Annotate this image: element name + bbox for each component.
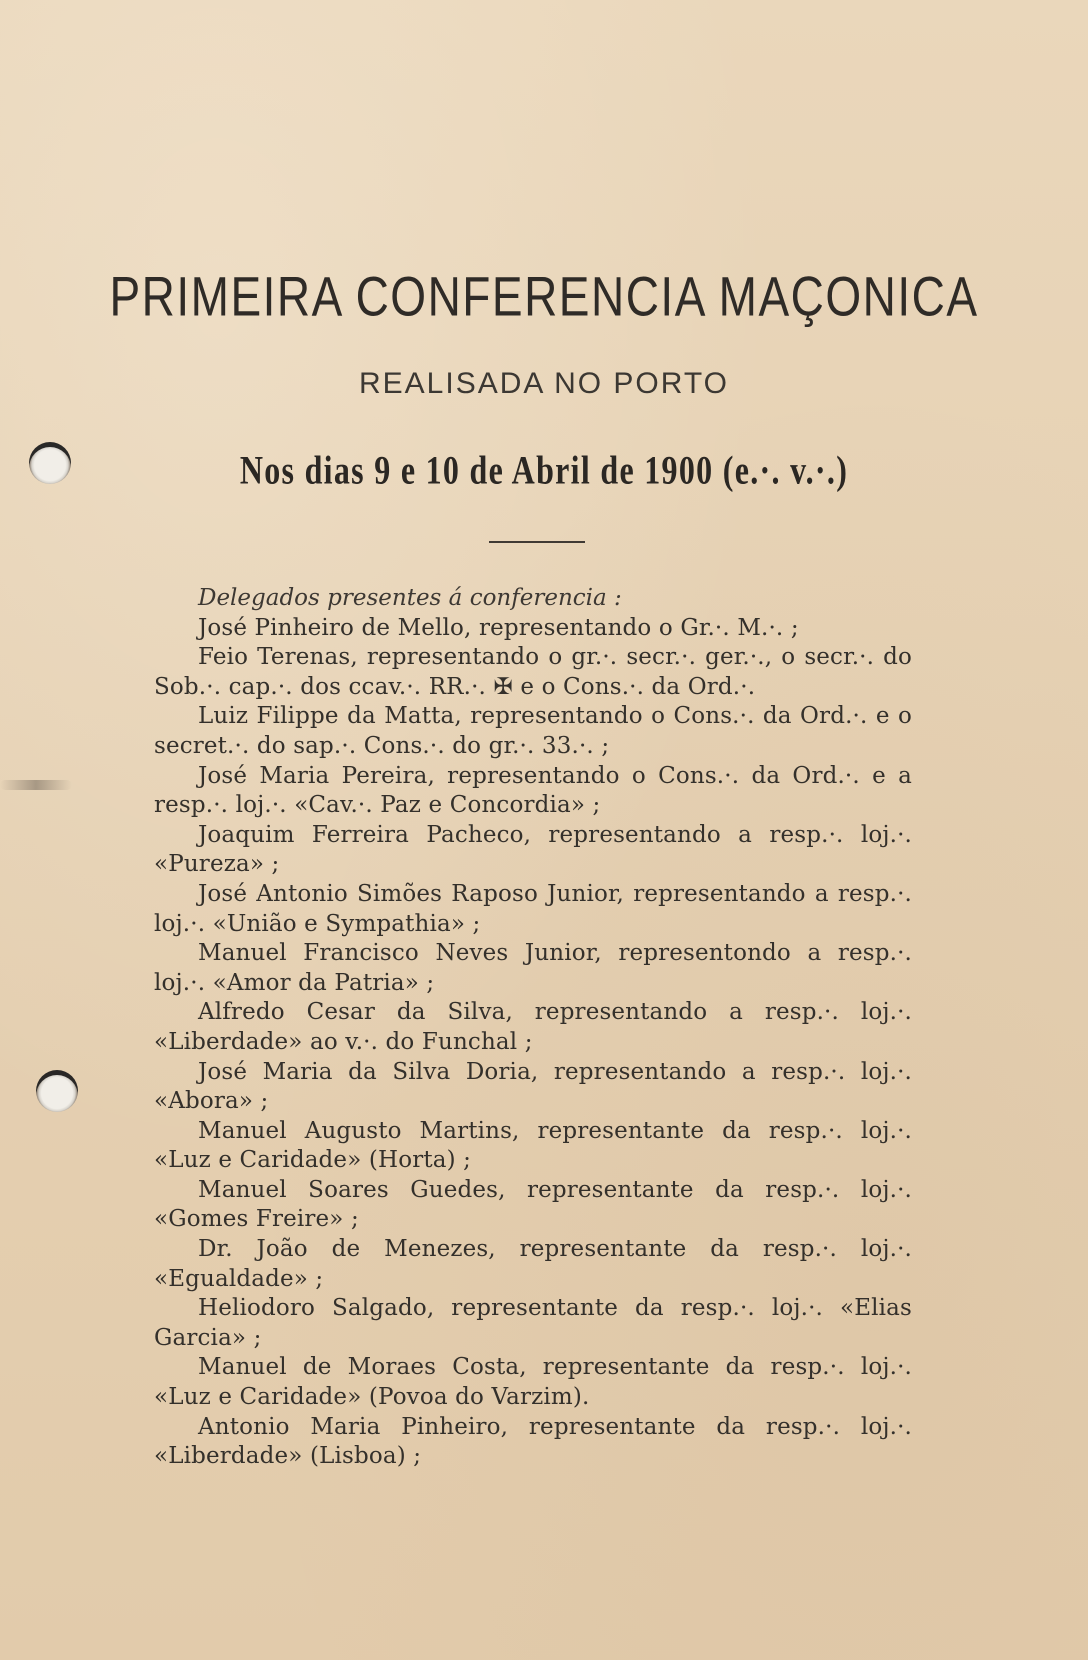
binding-hole-bottom	[36, 1070, 78, 1112]
delegate-entry: Joaquim Ferreira Pacheco, representando a resp.·. loj.·. «Pureza» ;	[154, 821, 912, 878]
document-dates: Nos dias 9 e 10 de Abril de 1900 (e.·. v.·.)	[239, 447, 849, 492]
delegate-entry: Manuel Augusto Martins, representante da resp.·. loj.·. «Luz e Caridade» (Horta) ;	[154, 1117, 912, 1174]
document-subtitle: REALISADA NO PORTO	[359, 367, 729, 400]
section-divider	[489, 541, 585, 543]
delegates-heading: Delegados presentes á conferencia :	[198, 585, 622, 611]
delegate-entry: Feio Terenas, representando o gr.·. secr.·. ger.·., o secr.·. do Sob.·. cap.·. dos ccav.·. RR.·. ✠ e o Cons.·. da Ord.·.	[154, 644, 912, 700]
delegate-entry: Manuel de Moraes Costa, representante da resp.·. loj.·. «Luz e Caridade» (Povoa do Varzim).	[154, 1354, 912, 1411]
delegate-entry: José Maria da Silva Doria, representando a resp.·. loj.·. «Abora» ;	[154, 1058, 912, 1115]
document-title: PRIMEIRA CONFERENCIA MAÇONICA	[109, 265, 979, 328]
delegate-entry: José Antonio Simões Raposo Junior, representando a resp.·. loj.·. «União e Sympathia» ;	[154, 880, 912, 937]
delegate-entry: Heliodoro Salgado, representante da resp.·. loj.·. «Elias Garcia» ;	[154, 1295, 912, 1351]
delegate-entry: Alfredo Cesar da Silva, representando a resp.·. loj.·. «Liberdade» ao v.·. do Funchal ;	[154, 999, 912, 1055]
delegates-section	[154, 584, 912, 1472]
delegate-entry: Manuel Soares Guedes, representante da resp.·. loj.·. «Gomes Freire» ;	[154, 1176, 912, 1233]
delegate-entry: José Maria Pereira, representando o Cons.·. da Ord.·. e a resp.·. loj.·. «Cav.·. Paz e Concordia» ;	[154, 762, 912, 819]
delegate-entry: José Pinheiro de Mello, representando o Gr.·. M.·. ;	[198, 614, 799, 641]
delegate-entry: Dr. João de Menezes, representante da resp.·. loj.·. «Egualdade» ;	[154, 1236, 912, 1292]
delegate-entry: Luiz Filippe da Matta, representando o Cons.·. da Ord.·. e o secret.·. do sap.·. Cons.·. do gr.·. 33.·. ;	[154, 703, 912, 759]
delegate-entry: Antonio Maria Pinheiro, representante da resp.·. loj.·. «Liberdade» (Lisboa) ;	[154, 1413, 912, 1470]
delegate-entry: Manuel Francisco Neves Junior, representondo a resp.·. loj.·. «Amor da Patria» ;	[154, 940, 912, 996]
paper-mark	[0, 780, 72, 790]
